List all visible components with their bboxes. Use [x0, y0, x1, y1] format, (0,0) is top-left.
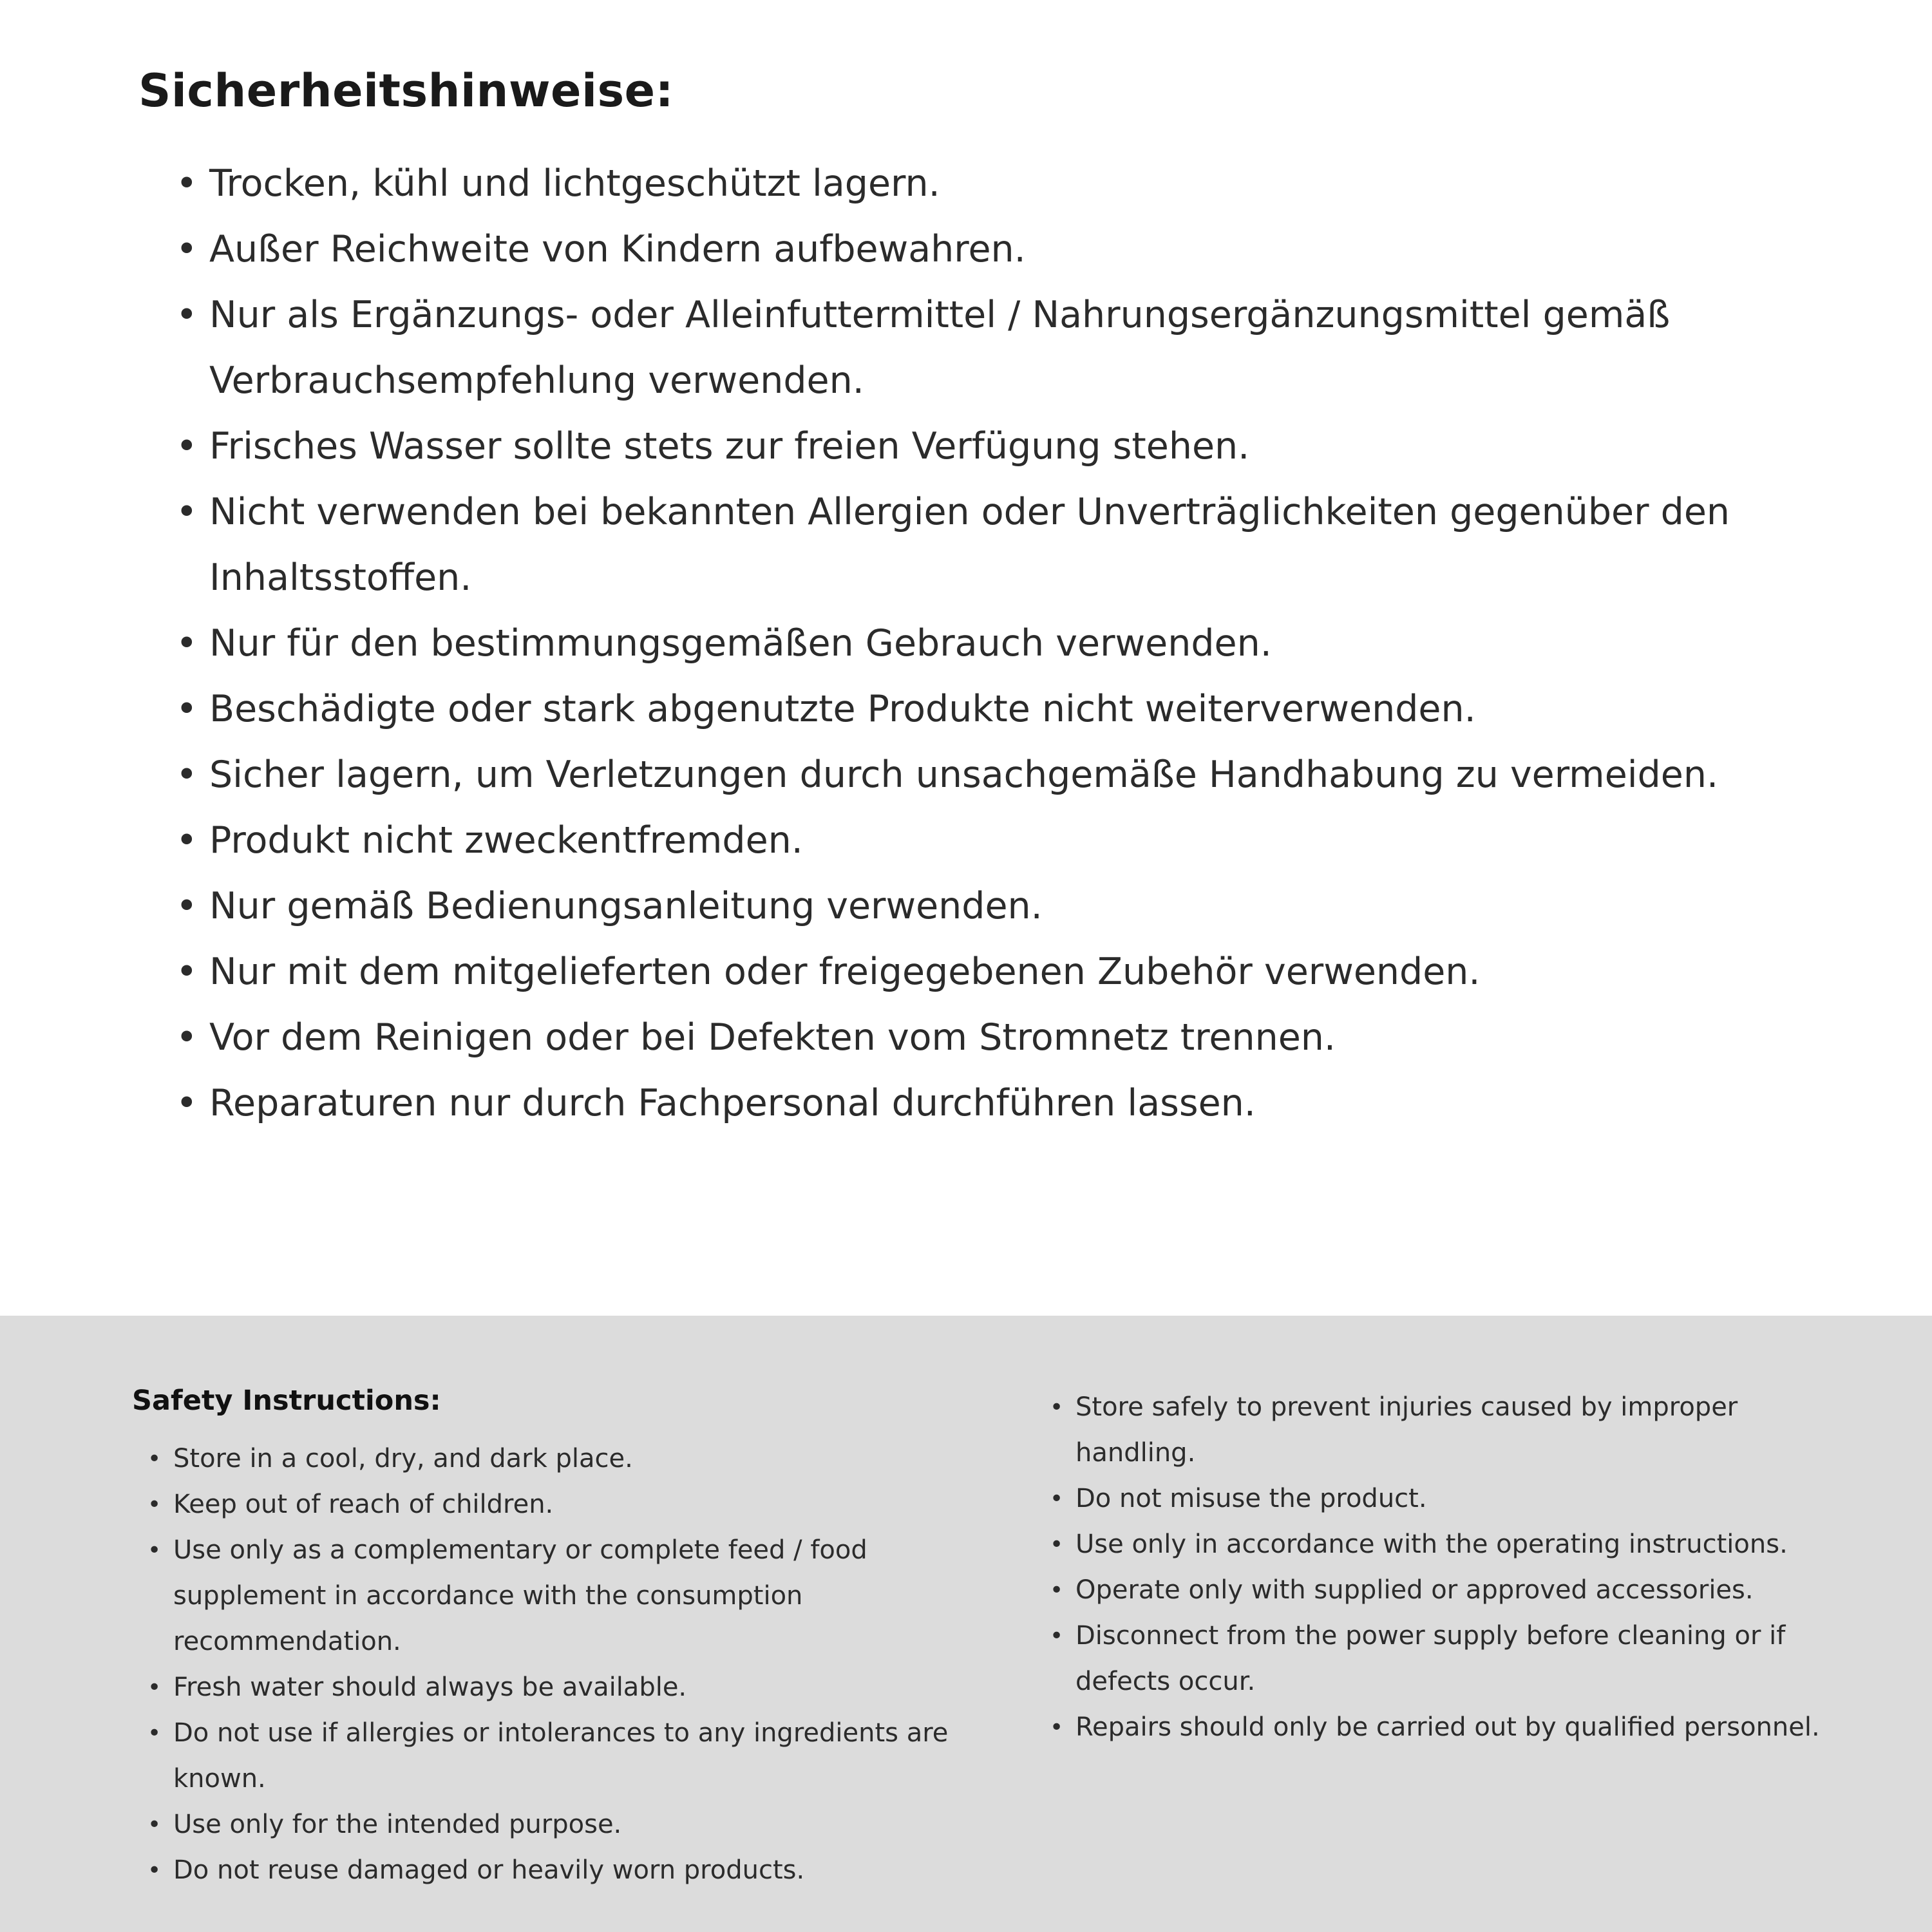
english-safety-list-left — [132, 1436, 963, 1893]
list-item: • Nur gemäß Bedienungsanleitung verwenden. — [176, 873, 1816, 939]
list-item: • Operate only with supplied or approved accessories. — [1050, 1567, 1829, 1613]
list-item: • Nur für den bestimmungsgemäßen Gebrauch verwenden. — [176, 611, 1816, 676]
list-item: • Vor dem Reinigen oder bei Defekten vom Stromnetz trennen. — [176, 1005, 1816, 1070]
list-item: • Do not reuse damaged or heavily worn products. — [147, 1848, 963, 1893]
english-section-title: Safety Instructions: — [132, 1385, 441, 1417]
english-safety-list-right — [1050, 1385, 1829, 1750]
list-item: • Außer Reichweite von Kindern aufbewahren. — [176, 216, 1816, 282]
list-item: • Trocken, kühl und lichtgeschützt lagern. — [176, 151, 1816, 216]
list-item: • Use only as a complementary or complete feed / food supplement in accordance with the consumption recommendation. — [147, 1528, 963, 1665]
list-item: • Produkt nicht zweckentfremden. — [176, 808, 1816, 873]
list-item: • Nur als Ergänzungs- oder Alleinfuttermittel / Nahrungsergänzungsmittel gemäß Verbrauchsempfehlung verwenden. — [176, 282, 1816, 413]
list-item: • Use only for the intended purpose. — [147, 1802, 963, 1848]
list-item: • Store in a cool, dry, and dark place. — [147, 1436, 963, 1482]
list-item: • Nur mit dem mitgelieferten oder freigegebenen Zubehör verwenden. — [176, 939, 1816, 1005]
german-safety-list — [138, 151, 1816, 1136]
list-item: • Do not misuse the product. — [1050, 1476, 1829, 1522]
list-item: • Fresh water should always be available. — [147, 1665, 963, 1710]
list-item: • Frisches Wasser sollte stets zur freien Verfügung stehen. — [176, 413, 1816, 479]
german-section-title: Sicherheitshinweise: — [138, 64, 674, 117]
english-safety-section — [0, 1316, 1932, 1932]
list-item: • Nicht verwenden bei bekannten Allergien oder Unverträglichkeiten gegenüber den Inhaltsstoffen. — [176, 479, 1816, 611]
english-right-column — [1050, 1385, 1829, 1750]
list-item: • Use only in accordance with the operating instructions. — [1050, 1522, 1829, 1567]
english-left-column — [132, 1385, 963, 1893]
list-item: • Store safely to prevent injuries caused by improper handling. — [1050, 1385, 1829, 1476]
list-item: • Disconnect from the power supply before cleaning or if defects occur. — [1050, 1613, 1829, 1705]
list-item: • Repairs should only be carried out by qualified personnel. — [1050, 1705, 1829, 1750]
list-item: • Beschädigte oder stark abgenutzte Produkte nicht weiterverwenden. — [176, 676, 1816, 742]
list-item: • Reparaturen nur durch Fachpersonal durchführen lassen. — [176, 1070, 1816, 1136]
list-item: • Sicher lagern, um Verletzungen durch unsachgemäße Handhabung zu vermeiden. — [176, 742, 1816, 808]
list-item: • Keep out of reach of children. — [147, 1482, 963, 1528]
list-item: • Do not use if allergies or intolerances to any ingredients are known. — [147, 1710, 963, 1802]
